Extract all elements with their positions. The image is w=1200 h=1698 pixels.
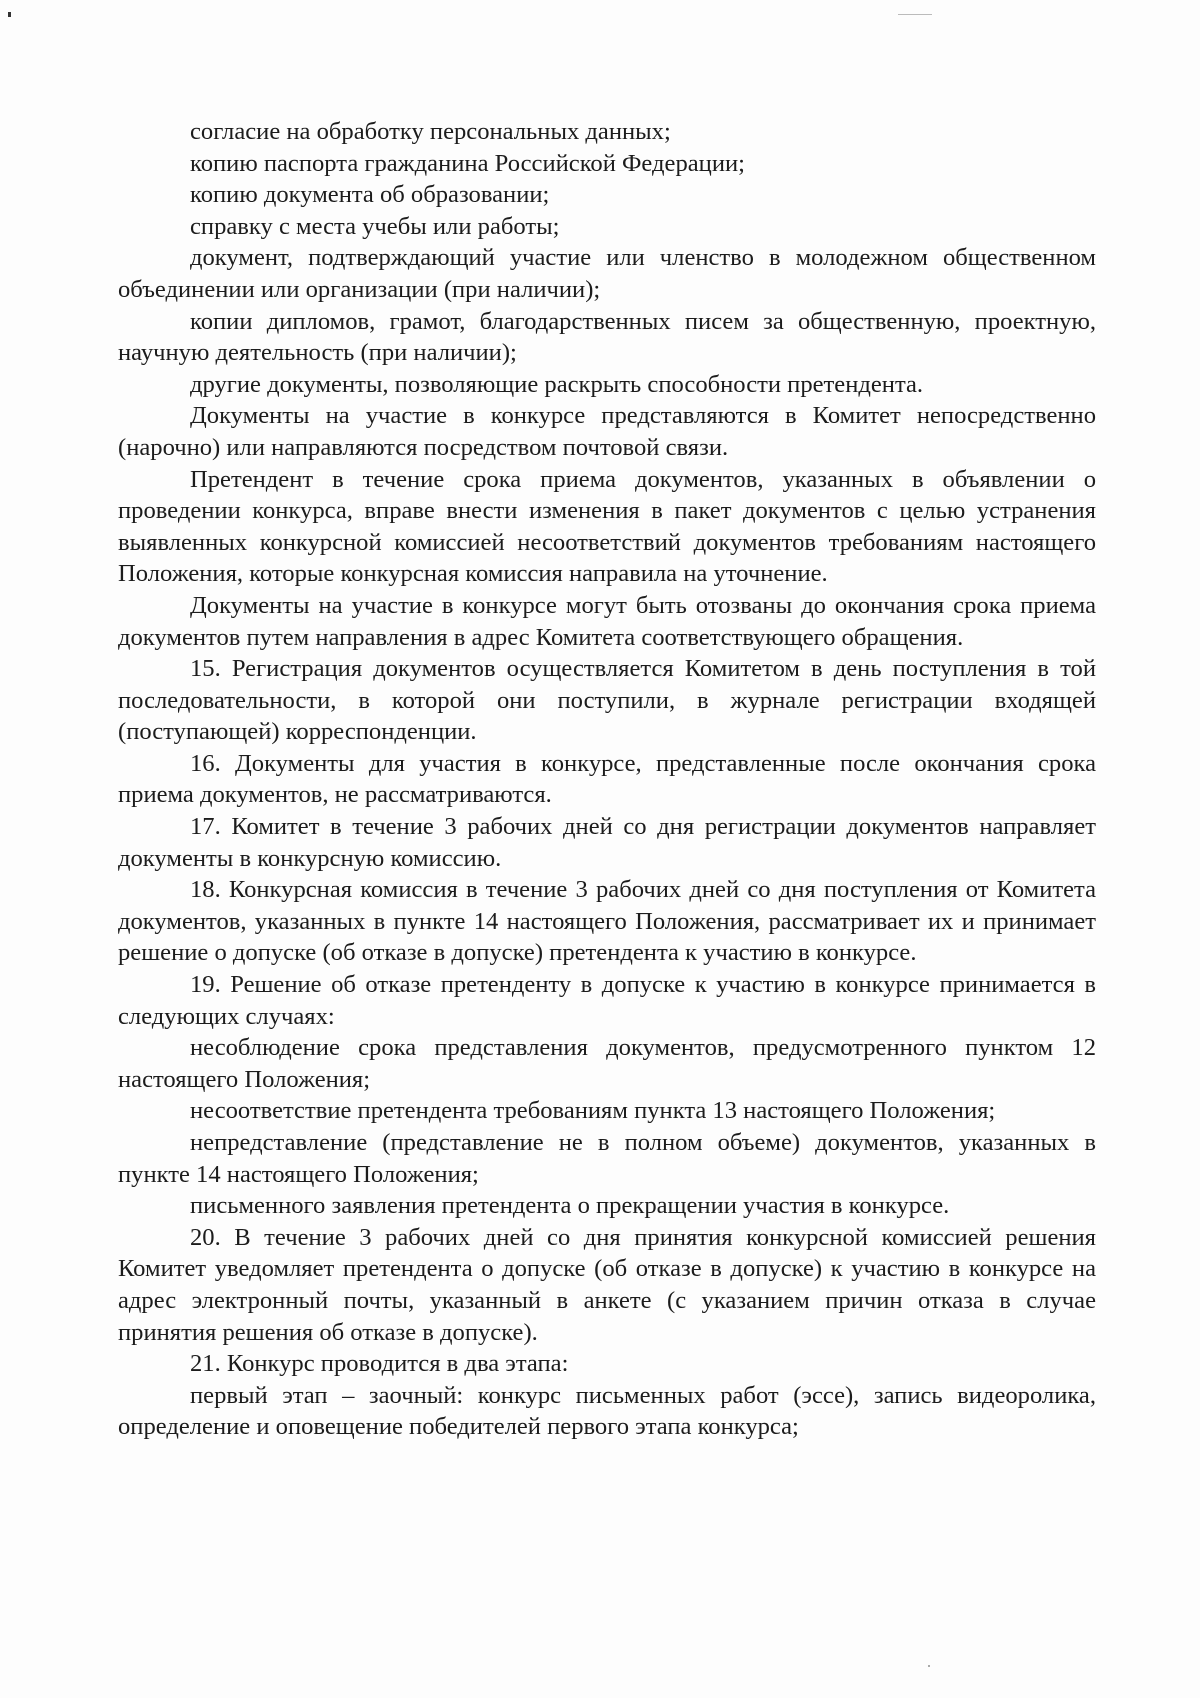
scan-artifact	[928, 1665, 930, 1667]
clause-18: 18. Конкурсная комиссия в течение 3 рабочих дней со дня поступления от Комитета документов, указанных в пункте 14 настоящего Положения, рассматривает их и принимает решение о допуске (об отказе в допуске) претендента к участию в конкурсе.	[118, 876, 1096, 967]
clause-19-case-withdrawal: письменного заявления претендента о прекращении участия в конкурсе.	[190, 1192, 950, 1220]
document-body	[118, 116, 1096, 1443]
clause-17: 17. Комитет в течение 3 рабочих дней со дня регистрации документов направляет документы в конкурсную комиссию.	[118, 813, 1096, 872]
clause-16: 16. Документы для участия в конкурсе, представленные после окончания срока приема документов, не рассматриваются.	[118, 749, 1096, 809]
paragraph-changes: Претендент в течение срока приема документов, указанных в объявлении о проведении конкурса, вправе внести изменения в пакет документов с целью устранения выявленных конкурсной комиссией несоответствий документов требованиям настоящего Положения, которые конкурсная комиссия направила на уточнение.	[118, 465, 1096, 588]
clause-15: 15. Регистрация документов осуществляется Комитетом в день поступления в той последовательности, в которой они поступили, в журнале регистрации входящей (поступающей) корреспонденции.	[118, 655, 1096, 746]
clause-19-case-incomplete: непредставление (представление не в полном объеме) документов, указанных в пункте 14 настоящего Положения;	[118, 1129, 1096, 1188]
list-item-consent: согласие на обработку персональных данных;	[190, 118, 671, 145]
clause-19-case-deadline: несоблюдение срока представления документов, предусмотренного пунктом 12 настоящего Положения;	[118, 1034, 1096, 1093]
list-item-other-documents: другие документы, позволяющие раскрыть способности претендента.	[190, 370, 924, 398]
list-item-passport: копию паспорта гражданина Российской Федерации;	[190, 149, 745, 177]
list-item-diplomas: копии дипломов, грамот, благодарственных писем за общественную, проектную, научную деятельность (при наличии);	[118, 307, 1096, 367]
scan-artifact	[898, 14, 932, 15]
clause-20: 20. В течение 3 рабочих дней со дня принятия конкурсной комиссией решения Комитет уведомляет претендента о допуске (об отказе в допуске) к участию в конкурсе на адрес электронный почты, указанный в анкете (с указанием причин отказа в случае принятия решения об отказе в допуске).	[118, 1223, 1096, 1346]
clause-21-first-stage: первый этап – заочный: конкурс письменных работ (эссе), запись видеоролика, определение и оповещение победителей первого этапа конкурса;	[118, 1381, 1096, 1441]
paragraph-submission: Документы на участие в конкурсе представляются в Комитет непосредственно (нарочно) или направляются посредством почтовой связи.	[118, 402, 1096, 461]
paragraph-withdrawal: Документы на участие в конкурсе могут быть отозваны до окончания срока приема документов путем направления в адрес Комитета соответствующего обращения.	[118, 591, 1096, 651]
clause-19: 19. Решение об отказе претенденту в допуске к участию в конкурсе принимается в следующих случаях:	[118, 971, 1096, 1030]
clause-21: 21. Конкурс проводится в два этапа:	[190, 1350, 569, 1378]
list-item-education: копию документа об образовании;	[190, 181, 550, 209]
scan-artifact	[8, 12, 11, 17]
list-item-certificate: справку с места учебы или работы;	[190, 212, 560, 240]
clause-19-case-requirements: несоответствие претендента требованиям пункта 13 настоящего Положения;	[190, 1097, 996, 1125]
list-item-membership: документ, подтверждающий участие или членство в молодежном общественном объединении или организации (при наличии);	[118, 244, 1096, 303]
